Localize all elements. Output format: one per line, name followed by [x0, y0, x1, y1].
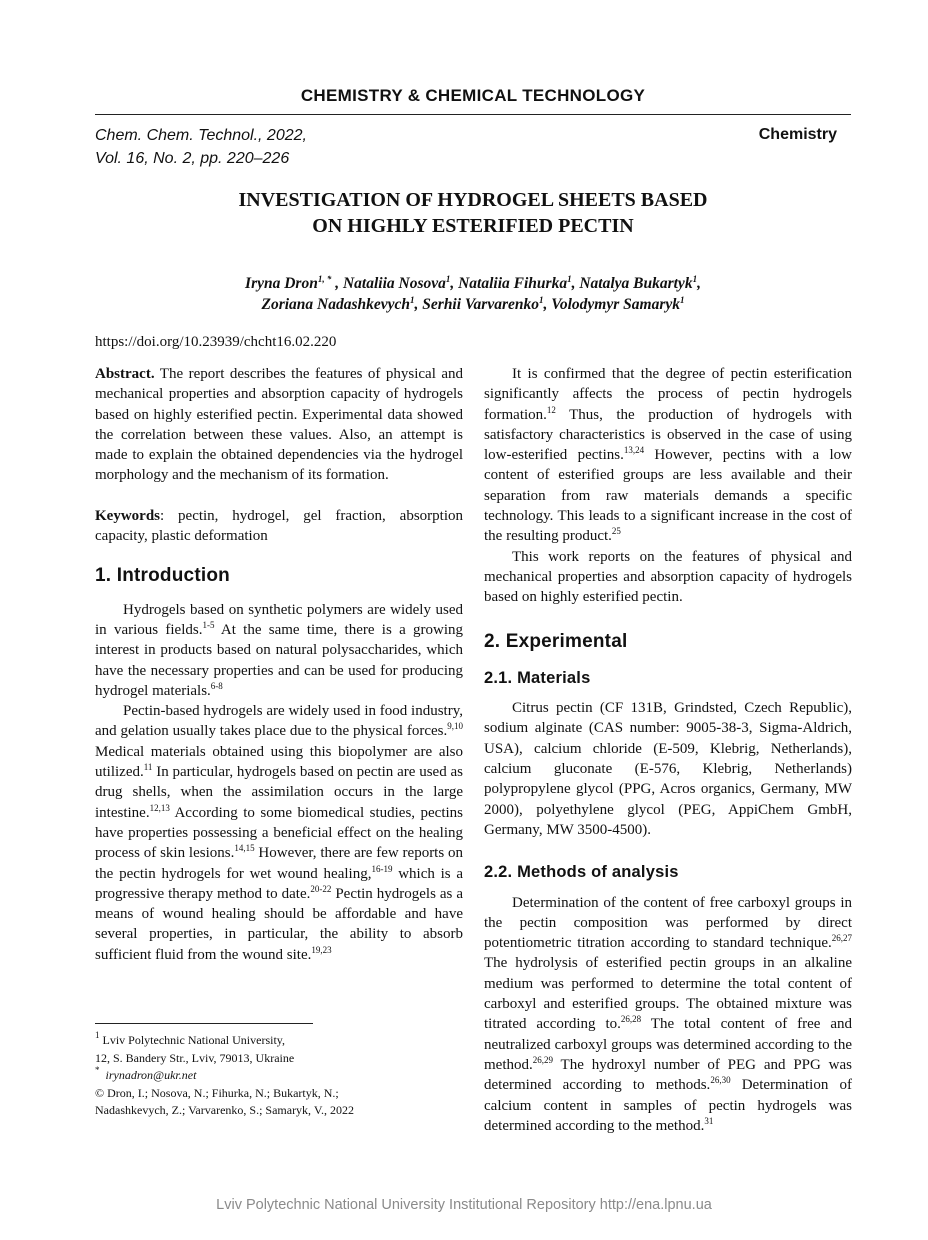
- affiliation-footnote-1: [95, 1032, 475, 1050]
- author-separator: ,: [450, 275, 459, 292]
- keywords-label: Keywords: [95, 507, 160, 524]
- author-affiliation: 1: [692, 274, 698, 284]
- author-separator: ,: [331, 275, 343, 292]
- repository-footer: Lviv Polytechnic National University Institutional Repository http://ena.lpnu.ua: [216, 1197, 712, 1213]
- author-name: Nataliia Nosova: [342, 275, 446, 292]
- footnotes: [95, 1032, 475, 1120]
- citation-ref: 9,10: [447, 721, 463, 732]
- author-name: Volodymyr Samaryk: [551, 296, 680, 313]
- footnote-mark: *: [95, 1065, 100, 1075]
- citation-ref: 25: [611, 526, 621, 537]
- author-name: Iryna Dron: [245, 275, 318, 292]
- subsection-heading-methods: 2.2. Methods of analysis: [484, 863, 679, 882]
- affiliation-footnote-2: 12, S. Bandery Str., Lviv, 79013, Ukraine: [95, 1050, 295, 1065]
- citation-ref: 16-19: [371, 863, 393, 874]
- section-heading-experimental: 2. Experimental: [484, 630, 628, 652]
- author-affiliation: 1: [539, 295, 544, 305]
- section-tag: Chemistry: [758, 126, 837, 143]
- citation-ref: 26,28: [620, 1014, 642, 1025]
- author-list: [95, 273, 851, 315]
- materials-paragraph: Citrus pectin (CF 131B, Grindsted, Czech Republic), sodium alginate (CAS number: 9005-38-3, Sigma-Aldrich, USA), calcium chloride (E-509, Klebrig, Netherlands), calcium gluconate (E-576, Klebrig, Netherlands) polypropylene glycol (PPG, Acros organics, Germany, MW 2000), polyethylene glycol (PEG, AppiChem GmbH, Germany, MW 3500-4500).: [484, 700, 852, 838]
- author-affiliation: 1: [567, 274, 572, 284]
- footnote-mark: 1: [95, 1030, 100, 1040]
- title-line-2: ON HIGHLY ESTERIFIED PECTIN: [312, 215, 634, 237]
- copyright-line-2: Nadashkevych, Z.; Varvarenko, S.; Samaryk, V., 2022: [95, 1103, 354, 1117]
- author-affiliation: 1: [410, 295, 415, 305]
- intro-paragraph-4: This work reports on the features of physical and mechanical properties and absorption capacity of hydrogels based on highly esterified pectin.: [484, 548, 852, 606]
- footnote-rule: [95, 1023, 313, 1024]
- right-column: [484, 364, 852, 1136]
- title-line-1: INVESTIGATION OF HYDROGEL SHEETS BASED: [238, 189, 708, 211]
- citation-line-1: Chem. Chem. Technol., 2022,: [95, 127, 307, 144]
- citation-ref: 1-5: [202, 619, 215, 630]
- email-footnote: [95, 1067, 475, 1085]
- citation-ref: 6-8: [210, 680, 223, 691]
- keywords: [95, 506, 463, 547]
- citation-ref: 20-22: [310, 883, 332, 894]
- citation-ref: 12,13: [149, 802, 170, 813]
- methods-paragraph: Determination of the content of free carboxyl groups in the pectin composition was performed by direct potentiometric titration according to standard technique.$^{26,27}$ The hydrolysis of esterified pectin groups in an alkaline medium was performed to determine the total content of carboxyl and esterified groups. The obtained mixture was titrated according to.$^{26,28}$ The total content of free and neutralized carboxyl groups was determined according to the method.$^{26,29}$ The hydroxyl number of PEG and PPG was determined according to methods.$^{26,30}$ Determination of calcium content in samples of pectin hydrogels was determined according to the method.$^{31}$: [484, 894, 852, 1134]
- doi-link[interactable]: https://doi.org/10.23939/chcht16.02.220: [95, 334, 337, 350]
- header-rule: [95, 114, 851, 115]
- paper-title: [95, 187, 851, 239]
- author-name: Zoriana Nadashkevych: [261, 296, 411, 313]
- citation-ref: 13,24: [623, 445, 645, 456]
- intro-paragraph-3: It is confirmed that the degree of pectin esterification significantly affects the process of pectin hydrogels formation.$^{12}$ Thus, the production of hydrogels with satisfactory characteristics is observed in the case of using low-esterified pectins.$^{13,24}$ However, pectins with a low content of esterified groups are less available and their separation from raw materials demands a specific technology. This leads to a significant increase in the cost of the resulting product.$^{25}$: [484, 366, 852, 545]
- citation-ref: 11: [143, 762, 153, 773]
- affiliation-line-1: Lviv Polytechnic National University,: [102, 1033, 286, 1047]
- author-affiliation: 1: [680, 295, 685, 305]
- left-column: [95, 364, 463, 965]
- citation-ref: 19,23: [311, 944, 332, 955]
- journal-name: CHEMISTRY & CHEMICAL TECHNOLOGY: [300, 86, 646, 105]
- author-name: Nataliia Fihurka: [458, 275, 568, 292]
- citation-ref: 12: [546, 404, 556, 415]
- copyright-line-1: © Dron, I.; Nosova, N.; Fihurka, N.; Bukartyk, N.;: [95, 1085, 339, 1100]
- author-affiliation: 1, *: [317, 274, 332, 284]
- author-line-2: [95, 294, 851, 315]
- author-separator: ,: [571, 275, 580, 292]
- intro-paragraph-1: Hydrogels based on synthetic polymers are widely used in various fields.$^{1-5}$ At the same time, there is a growing interest in products based on natural polysaccharides, which have the necessary properties and can be used for producing hydrogel materials.$^{6-8}$: [95, 601, 463, 699]
- citation-line-2: Vol. 16, No. 2, pp. 220–226: [95, 150, 290, 167]
- author-separator: ,: [414, 296, 423, 313]
- abstract: [95, 364, 463, 486]
- abstract-label: Abstract.: [95, 366, 155, 382]
- author-name: Serhii Varvarenko: [422, 296, 539, 313]
- citation-ref: 26,29: [532, 1054, 553, 1065]
- citation-ref: 14,15: [234, 843, 255, 854]
- abstract-text: The report describes the features of physical and mechanical properties and absorption capacity of hydrogels based on highly esterified pectin. Experimental data showed the correlation between these values. Also, an attempt is made to explain the obtained dependencies via the hydrogel morphology and the mechanism of its formation.: [95, 366, 463, 484]
- citation-ref: 26,27: [831, 933, 852, 944]
- author-separator: ,: [697, 275, 701, 292]
- keywords-text: : pectin, hydrogel, gel fraction, absorption capacity, plastic deformation: [95, 507, 463, 545]
- author-line-1: [95, 273, 851, 294]
- author-affiliation: 1: [445, 274, 451, 284]
- intro-paragraph-2: Pectin-based hydrogels are widely used in food industry, and gelation usually takes place due to the physical forces.$^{9,10}$ Medical materials obtained using this biopolymer are also utilized.$^{11}$ In particular, hydrogels based on pectin are used as drug shells, when the assimilation occurs in the large intestine.$^{12,13}$ According to some biomedical studies, pectins have properties possessing a beneficial effect on the healing process of skin lesions.$^{14,15}$ However, there are few reports on the pectin hydrogels for wet wound healing,$^{16-19}$ which is a progressive therapy method to date.$^{20-22}$ Pectin hydrogels as a means of wound healing should be affordable and have several properties, in particular, the ability to absorb sufficient fluid from the wound site.$^{19,23}$: [95, 703, 463, 963]
- section-heading-introduction: 1. Introduction: [95, 565, 230, 587]
- citation-ref: 31: [704, 1115, 714, 1126]
- citation: [95, 124, 307, 170]
- author-name: Natalya Bukartyk: [579, 275, 693, 292]
- author-separator: ,: [543, 296, 552, 313]
- corresponding-email[interactable]: irynadron@ukr.net: [105, 1068, 197, 1082]
- subsection-heading-materials: 2.1. Materials: [484, 668, 591, 687]
- citation-ref: 26,30: [710, 1075, 731, 1086]
